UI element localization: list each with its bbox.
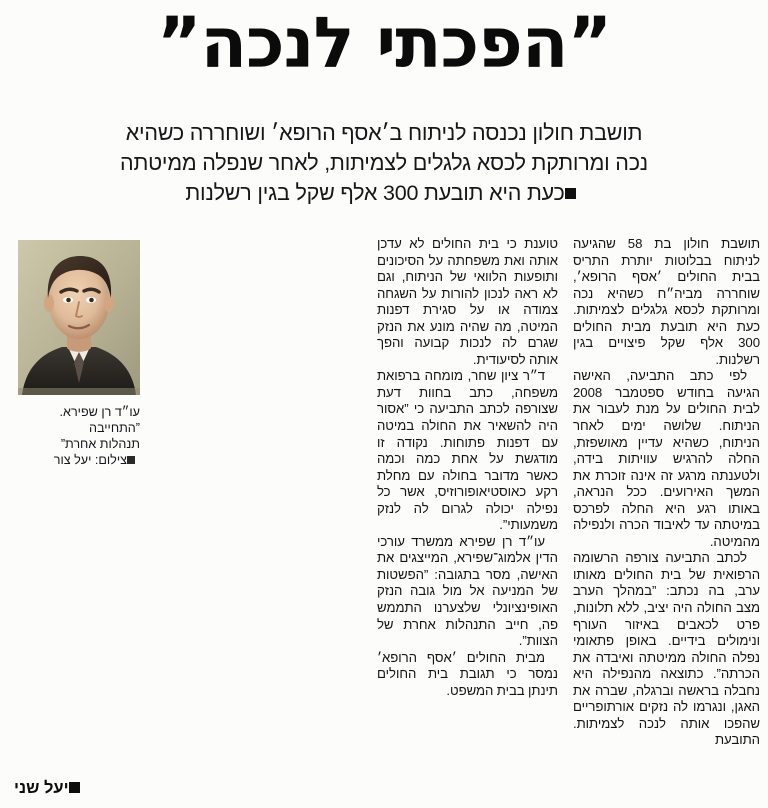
body-column-left [163,236,368,802]
paragraph: ד״ר ציון שחר, מומחה ברפואת משפחה, כתב בחוות דעת שצורפה לכתב התביעה כי ”אסור היה להשאיר את החולה במיטה עם דפנות פתוחות. נקודה זו מודגשת על אחת כמה וכמה כאשר מדובר בחולה עם מחלת רקע כאוסטיאופורוזיס, אשר כל נפילה יכולה לגרום לה לנזק משמעותי”. [377,368,558,533]
caption-line-1: עו״ד רן שפירא. [59,405,140,419]
photo-caption [18,404,140,468]
paragraph: מבית החולים ׳אסף הרופא׳ נמסר כי תגובת בית החולים תינתן בבית המשפט. [377,649,558,698]
paragraph: לכתב התביעה צורפה הרשומה הרפואית של בית החולים מאותו ערב, בה נכתב: ”במהלך הערב מצב החולה היה יציב, ללא תלונות, פרט לכאבים באיזור העורף ונימולים בידיים. באופן פתאומי נפלה החולה ממיטתה ואיבדה את הכרתה”. כתוצאה מהנפילה היא נחבלה בראשה וברגלה, שברה את האגן, ונגרמו לה נזקים אורתופריים שהפכו אותה לנכה לצמיתות. התובעת [573,550,760,748]
byline [14,779,87,798]
portrait-photo [18,240,140,395]
paragraph: טוענת כי בית החולים לא עדכן אותה ואת משפחתה על הסיכונים ותופעות הלוואי של הניתוח, וגם לא ראה לנכון להורות על השגחה צמודה או על סגירת דפנות המיטה, מה שהיה מונע את הנזק שגרם לה לנכות קבועה והפך אותה לסיעודית. [377,236,558,367]
paragraph: לפי כתב התביעה, האישה הגיעה בחודש ספטמבר 2008 לבית החולים על מנת לעבור את הניתוח. שלושה ימים לאחר הניתוח, כשהיא עדיין מאושפזת, החלה להרגיש עוויתות בידה, ולטענתה מרגע זה אינה זוכרת את המשך האירועים. ככל הנראה, באותו רגע היא החלה לפרכס במיטתה עד לאיבוד הכרה ולנפילה מהמיטה. [573,368,760,549]
caption-credit-text: צילום: יעל צור [53,453,127,467]
deck-line-1: תושבת חולון נכנסה לניתוח ב׳אסף הרופא׳ ושוחררה כשהיא [125,121,643,145]
square-bullet-icon [127,456,135,464]
article-deck [22,118,746,208]
square-bullet-icon [565,188,576,199]
caption-line-3: תנהלות אחרת” [60,437,140,451]
caption-line-2: ”התחייבה [89,421,140,435]
body-column-right [564,236,760,802]
deck-line-3 [22,178,746,208]
byline-text: יעל שני [14,779,69,797]
photo-block [18,240,140,468]
deck-line-3-text: כעת היא תובעת 300 אלף שקל בגין רשלנות [185,181,565,205]
paragraph: תושבת חולון בת 58 שהגיעה לניתוח בבלוטות יותרת התריס בבית החולים ׳אסף הרופא׳, שוחררה מביה״ח כשהיא נכה ומרותקת לכסא גלגלים לצמיתות. כעת היא תובעת מבית החולים 300 אלף שקל פיצויים בגין רשלנות. [573,236,761,367]
body-column-middle [368,236,564,802]
portrait-image [18,240,140,395]
paragraph: עו״ד רן שפירא ממשרד עורכי הדין אלמוג־שפירא, המייצגים את האישה, מסר בתגובה: ”הפשטות של המניעה אל מול גובה הנזק האופינציונלי שלצערנו התממש פה, חייב התנהלות אחרת של הצוות”. [377,533,558,649]
square-bullet-icon [69,782,80,793]
deck-line-2: נכה ומרותקת לכסא גלגלים לצמיתות, לאחר שנפלה ממיטתה [120,151,648,175]
page-title: ”הפכתי לנכה” [156,2,612,84]
caption-credit [18,452,140,468]
headline-container [0,2,768,84]
body-columns [152,236,760,802]
